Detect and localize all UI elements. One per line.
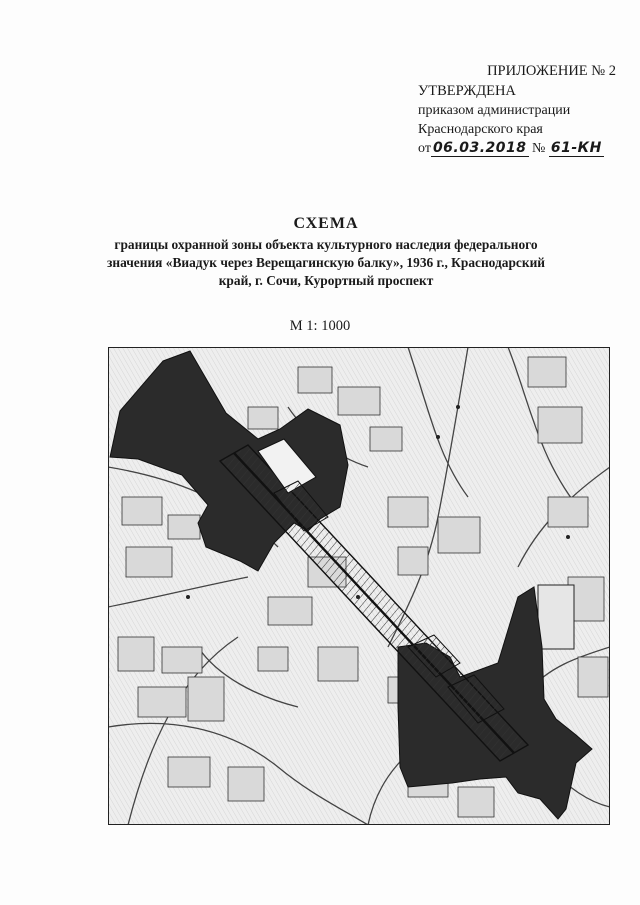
large-building	[538, 585, 574, 649]
title-block	[96, 215, 556, 290]
approval-order-line: приказом администрации	[418, 103, 571, 118]
approval-date-line	[418, 139, 628, 158]
date-prefix: от	[418, 141, 431, 156]
document-title: СХЕМА	[293, 215, 359, 232]
approval-region-line: Краснодарского края	[418, 122, 543, 137]
map-scale: М 1: 1000	[289, 318, 351, 334]
number-prefix: №	[532, 141, 546, 156]
annex-number: ПРИЛОЖЕНИЕ № 2	[487, 63, 616, 79]
boundary-map	[108, 347, 610, 825]
subtitle-line-1: границы охранной зоны объекта культурного наследия федерального	[114, 237, 538, 252]
map-drawing	[108, 347, 610, 825]
document-subtitle	[96, 236, 556, 290]
approved-label: УТВЕРЖДЕНА	[418, 83, 516, 99]
subtitle-line-2: значения «Виадук через Верещагинскую балку», 1936 г., Краснодарский	[106, 255, 545, 270]
subtitle-line-3: край, г. Сочи, Курортный проспект	[218, 273, 434, 288]
approval-stamp	[418, 62, 628, 158]
handwritten-date: 06.03.2018	[432, 140, 527, 156]
handwritten-number: 61-КН	[550, 140, 602, 156]
